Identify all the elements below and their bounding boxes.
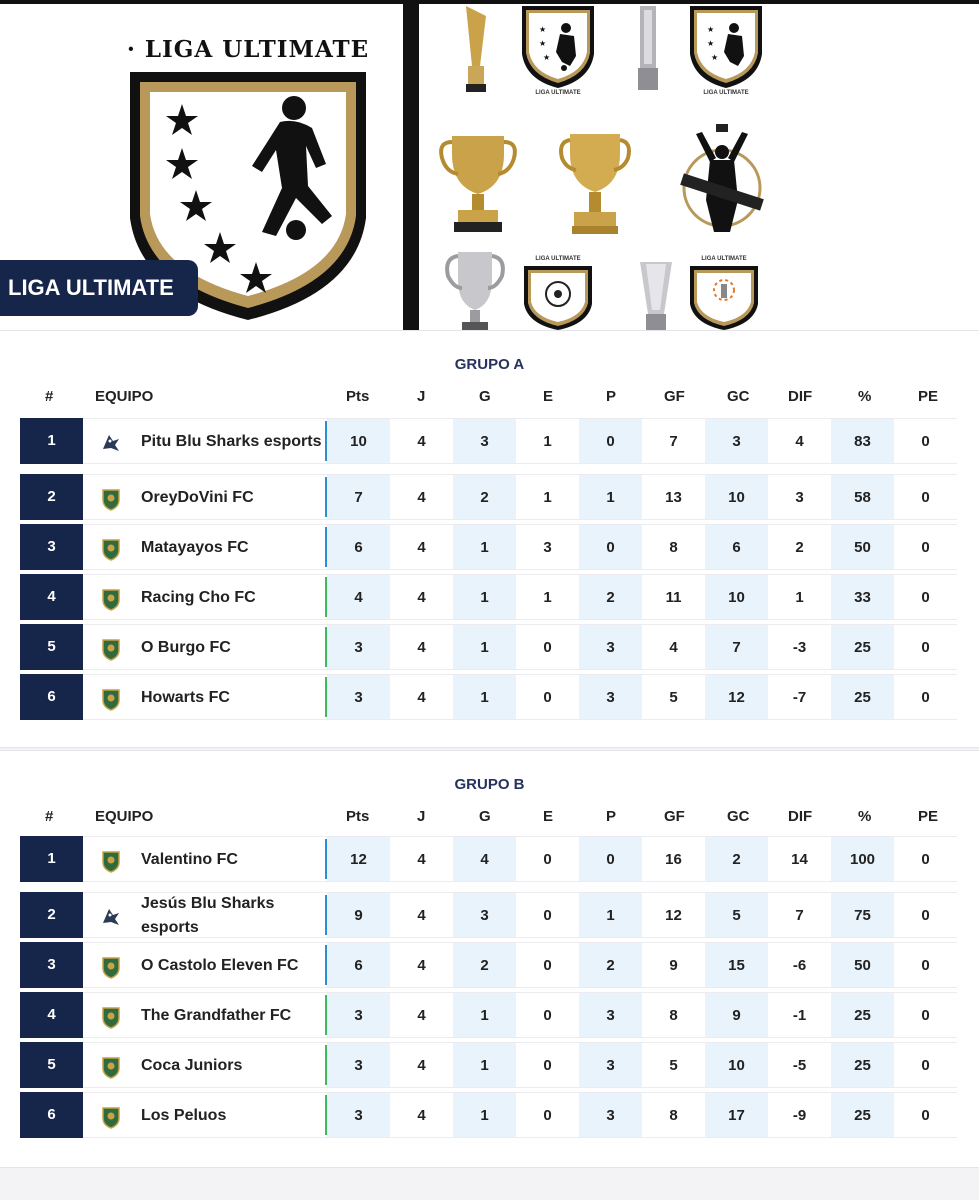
cell-j: 4 xyxy=(390,524,453,570)
cell-gc: 10 xyxy=(705,1042,768,1088)
cell-g: 2 xyxy=(453,942,516,988)
cell-e: 0 xyxy=(516,624,579,670)
position-cell: 5 xyxy=(20,624,83,670)
cell-pe: 0 xyxy=(894,1042,957,1088)
cell-pct: 100 xyxy=(831,836,894,882)
cell-p: 2 xyxy=(579,574,642,620)
cell-g: 1 xyxy=(453,1042,516,1088)
cell-gc: 12 xyxy=(705,674,768,720)
cell-p: 0 xyxy=(579,418,642,464)
col-pe: PE xyxy=(918,808,939,825)
crest-icon xyxy=(99,1005,123,1029)
crest-icon xyxy=(99,849,123,873)
cell-pct: 83 xyxy=(831,418,894,464)
cell-e: 0 xyxy=(516,1042,579,1088)
svg-text:★: ★ xyxy=(543,53,551,62)
cell-gf: 5 xyxy=(642,674,705,720)
group-title: GRUPO A xyxy=(454,356,525,373)
col-j: J xyxy=(417,388,426,405)
crest-icon xyxy=(99,537,123,561)
cell-p: 2 xyxy=(579,942,642,988)
cell-g: 1 xyxy=(453,674,516,720)
group-title: GRUPO B xyxy=(454,776,525,793)
table-header xyxy=(0,388,979,408)
col-pct: % xyxy=(858,808,872,825)
cell-dif: 14 xyxy=(768,836,831,882)
table-row[interactable] xyxy=(20,1042,959,1088)
cell-gc: 10 xyxy=(705,574,768,620)
cell-pct: 25 xyxy=(831,624,894,670)
cell-pe: 0 xyxy=(894,574,957,620)
europa-shield xyxy=(688,256,760,332)
cell-dif: 1 xyxy=(768,574,831,620)
position-cell: 1 xyxy=(20,836,83,882)
cell-pe: 0 xyxy=(894,992,957,1038)
team-name[interactable]: Valentino FC xyxy=(141,851,238,868)
cell-pts: 6 xyxy=(327,524,390,570)
cell-e: 0 xyxy=(516,892,579,938)
cell-dif: -3 xyxy=(768,624,831,670)
table-row[interactable] xyxy=(20,1092,959,1138)
col-team: EQUIPO xyxy=(95,808,154,825)
table-row[interactable] xyxy=(20,624,959,670)
cell-e: 0 xyxy=(516,942,579,988)
team-cell[interactable] xyxy=(83,1042,327,1088)
team-cell[interactable] xyxy=(83,418,327,464)
shark-icon xyxy=(99,905,123,929)
cell-pct: 25 xyxy=(831,1042,894,1088)
table-row[interactable] xyxy=(20,674,959,720)
cell-j: 4 xyxy=(390,836,453,882)
cell-j: 4 xyxy=(390,892,453,938)
position-cell: 6 xyxy=(20,674,83,720)
col-gf: GF xyxy=(664,388,685,405)
col-gc: GC xyxy=(727,808,750,825)
cell-e: 0 xyxy=(516,1092,579,1138)
cell-pct: 25 xyxy=(831,674,894,720)
col-pe: PE xyxy=(918,388,939,405)
cell-p: 1 xyxy=(579,892,642,938)
cell-dif: -6 xyxy=(768,942,831,988)
group-a-card xyxy=(0,330,979,748)
crest-icon xyxy=(99,687,123,711)
team-cell[interactable] xyxy=(83,1092,327,1138)
cell-gc: 10 xyxy=(705,474,768,520)
trophy-caption: LIGA ULTIMATE xyxy=(535,256,581,262)
cell-pct: 25 xyxy=(831,992,894,1038)
cell-e: 1 xyxy=(516,574,579,620)
svg-text:★: ★ xyxy=(711,53,719,62)
col-g: G xyxy=(479,388,491,405)
cell-dif: 2 xyxy=(768,524,831,570)
team-name[interactable]: Pitu Blu Sharks esports xyxy=(141,433,322,450)
cell-pts: 12 xyxy=(327,836,390,882)
cell-pts: 3 xyxy=(327,992,390,1038)
col-position: # xyxy=(45,388,54,405)
league-shield-small-2 xyxy=(688,4,764,100)
position-cell: 3 xyxy=(20,942,83,988)
cell-gf: 12 xyxy=(642,892,705,938)
col-e: E xyxy=(543,808,554,825)
cell-pts: 7 xyxy=(327,474,390,520)
gold-cup-trophy-icon xyxy=(558,130,632,236)
champions-shield xyxy=(522,256,594,332)
cell-j: 4 xyxy=(390,624,453,670)
col-gf: GF xyxy=(664,808,685,825)
cell-pts: 3 xyxy=(327,1042,390,1088)
team-name[interactable]: Los Peluos xyxy=(141,1107,227,1124)
cell-pe: 0 xyxy=(894,624,957,670)
league-banner xyxy=(0,0,979,330)
cell-dif: 7 xyxy=(768,892,831,938)
trophy-caption: LIGA ULTIMATE xyxy=(701,256,747,262)
position-cell: 2 xyxy=(20,474,83,520)
cell-p: 0 xyxy=(579,836,642,882)
cell-gf: 13 xyxy=(642,474,705,520)
svg-text:★: ★ xyxy=(539,39,547,48)
cell-g: 1 xyxy=(453,524,516,570)
table-row[interactable] xyxy=(20,474,959,520)
team-cell[interactable] xyxy=(83,524,327,570)
col-pct: % xyxy=(858,388,872,405)
svg-text:★: ★ xyxy=(707,25,715,34)
col-dif: DIF xyxy=(788,388,813,405)
cell-dif: 3 xyxy=(768,474,831,520)
cell-pts: 6 xyxy=(327,942,390,988)
cell-dif: -5 xyxy=(768,1042,831,1088)
cell-pe: 0 xyxy=(894,418,957,464)
cell-g: 4 xyxy=(453,836,516,882)
silver-trophy-icon xyxy=(634,6,662,92)
col-gc: GC xyxy=(727,388,750,405)
team-cell[interactable] xyxy=(83,574,327,620)
cell-g: 3 xyxy=(453,418,516,464)
crest-icon xyxy=(99,587,123,611)
cell-gc: 3 xyxy=(705,418,768,464)
europa-shield-icon xyxy=(688,264,760,332)
table-row[interactable] xyxy=(20,892,959,938)
cell-pts: 10 xyxy=(327,418,390,464)
position-cell: 1 xyxy=(20,418,83,464)
cell-pct: 58 xyxy=(831,474,894,520)
position-cell: 4 xyxy=(20,992,83,1038)
cell-gc: 5 xyxy=(705,892,768,938)
shark-icon xyxy=(99,431,123,455)
player-award-icon xyxy=(676,122,768,238)
cell-pct: 75 xyxy=(831,892,894,938)
cell-gf: 4 xyxy=(642,624,705,670)
team-cell[interactable] xyxy=(83,892,327,938)
cell-g: 1 xyxy=(453,1092,516,1138)
cell-p: 1 xyxy=(579,474,642,520)
cell-gc: 7 xyxy=(705,624,768,670)
crest-icon xyxy=(99,1055,123,1079)
trophies-collage xyxy=(430,4,790,330)
cell-pe: 0 xyxy=(894,942,957,988)
cell-gf: 8 xyxy=(642,1092,705,1138)
team-name[interactable]: OreyDoVini FC xyxy=(141,489,254,506)
cell-j: 4 xyxy=(390,1042,453,1088)
col-pts: Pts xyxy=(346,808,370,825)
col-p: P xyxy=(606,388,617,405)
team-cell[interactable] xyxy=(83,674,327,720)
cell-p: 3 xyxy=(579,1092,642,1138)
cell-g: 3 xyxy=(453,892,516,938)
cell-pe: 0 xyxy=(894,836,957,882)
cell-e: 0 xyxy=(516,674,579,720)
table-row[interactable] xyxy=(20,574,959,620)
cell-e: 0 xyxy=(516,836,579,882)
champions-ball-shield-icon xyxy=(522,264,594,332)
table-row[interactable] xyxy=(20,418,959,464)
table-row[interactable] xyxy=(20,836,959,882)
crest-icon xyxy=(99,487,123,511)
cell-gf: 5 xyxy=(642,1042,705,1088)
cell-pe: 0 xyxy=(894,674,957,720)
table-row[interactable] xyxy=(20,524,959,570)
cell-j: 4 xyxy=(390,1092,453,1138)
cell-dif: -9 xyxy=(768,1092,831,1138)
cell-pct: 33 xyxy=(831,574,894,620)
cell-pe: 0 xyxy=(894,1092,957,1138)
position-cell: 3 xyxy=(20,524,83,570)
group-b-card xyxy=(0,750,979,1168)
cell-gf: 11 xyxy=(642,574,705,620)
cell-dif: -1 xyxy=(768,992,831,1038)
cell-pts: 9 xyxy=(327,892,390,938)
col-g: G xyxy=(479,808,491,825)
league-name-pill[interactable]: LIGA ULTIMATE xyxy=(0,260,198,316)
cell-dif: 4 xyxy=(768,418,831,464)
cell-gc: 15 xyxy=(705,942,768,988)
trophy-caption: LIGA ULTIMATE xyxy=(703,90,749,96)
cell-gf: 16 xyxy=(642,836,705,882)
table-row[interactable] xyxy=(20,992,959,1038)
cell-gf: 7 xyxy=(642,418,705,464)
col-position: # xyxy=(45,808,54,825)
cell-pe: 0 xyxy=(894,524,957,570)
team-name[interactable]: Coca Juniors xyxy=(141,1057,243,1074)
logo-title: · LIGA ULTIMATE xyxy=(126,36,370,63)
gold-star-trophy-icon xyxy=(462,6,490,94)
team-name[interactable]: O Castolo Eleven FC xyxy=(141,957,299,974)
cell-j: 4 xyxy=(390,474,453,520)
team-cell[interactable] xyxy=(83,474,327,520)
cell-p: 3 xyxy=(579,674,642,720)
col-e: E xyxy=(543,388,554,405)
cell-pct: 50 xyxy=(831,942,894,988)
league-shield-small-1 xyxy=(520,4,596,100)
trophy-caption: LIGA ULTIMATE xyxy=(535,90,581,96)
cell-g: 2 xyxy=(453,474,516,520)
table-row[interactable] xyxy=(20,942,959,988)
team-name[interactable]: The Grandfather FC xyxy=(141,1007,292,1024)
cell-gc: 17 xyxy=(705,1092,768,1138)
svg-text:★: ★ xyxy=(707,39,715,48)
team-name[interactable]: Matayayos FC xyxy=(141,539,249,556)
team-name[interactable]: Racing Cho FC xyxy=(141,589,256,606)
team-cell[interactable] xyxy=(83,992,327,1038)
col-j: J xyxy=(417,808,426,825)
team-name[interactable]: O Burgo FC xyxy=(141,639,231,656)
cell-p: 3 xyxy=(579,1042,642,1088)
cell-pts: 3 xyxy=(327,674,390,720)
col-dif: DIF xyxy=(788,808,813,825)
banner-divider xyxy=(403,0,419,330)
cell-pct: 50 xyxy=(831,524,894,570)
small-shield-icon xyxy=(520,4,596,90)
cell-e: 1 xyxy=(516,474,579,520)
position-cell: 5 xyxy=(20,1042,83,1088)
team-name[interactable]: Howarts FC xyxy=(141,689,230,706)
cell-gf: 9 xyxy=(642,942,705,988)
cell-j: 4 xyxy=(390,418,453,464)
cell-pts: 3 xyxy=(327,1092,390,1138)
col-team: EQUIPO xyxy=(95,388,154,405)
position-cell: 4 xyxy=(20,574,83,620)
cell-j: 4 xyxy=(390,992,453,1038)
silver-cup-trophy-icon xyxy=(444,250,506,330)
team-cell[interactable] xyxy=(83,624,327,670)
silver-europa-trophy-icon xyxy=(636,260,676,332)
cell-p: 3 xyxy=(579,624,642,670)
team-cell[interactable] xyxy=(83,836,327,882)
svg-text:★: ★ xyxy=(539,25,547,34)
cell-e: 3 xyxy=(516,524,579,570)
cell-j: 4 xyxy=(390,674,453,720)
cell-gc: 9 xyxy=(705,992,768,1038)
cell-pe: 0 xyxy=(894,474,957,520)
position-cell: 6 xyxy=(20,1092,83,1138)
gold-cup-trophy-icon xyxy=(438,132,518,234)
cell-p: 0 xyxy=(579,524,642,570)
cell-p: 3 xyxy=(579,992,642,1038)
cell-gc: 2 xyxy=(705,836,768,882)
crest-icon xyxy=(99,955,123,979)
team-name[interactable]: Jesús Blu Sharks esports xyxy=(141,895,275,936)
crest-icon xyxy=(99,637,123,661)
cell-pts: 3 xyxy=(327,624,390,670)
cell-e: 0 xyxy=(516,992,579,1038)
cell-g: 1 xyxy=(453,624,516,670)
cell-gc: 6 xyxy=(705,524,768,570)
col-p: P xyxy=(606,808,617,825)
cell-gf: 8 xyxy=(642,524,705,570)
col-pts: Pts xyxy=(346,388,370,405)
cell-j: 4 xyxy=(390,942,453,988)
cell-dif: -7 xyxy=(768,674,831,720)
small-shield-icon xyxy=(688,4,764,90)
cell-g: 1 xyxy=(453,992,516,1038)
cell-pts: 4 xyxy=(327,574,390,620)
cell-pe: 0 xyxy=(894,892,957,938)
table-header xyxy=(0,808,979,828)
crest-icon xyxy=(99,1105,123,1129)
cell-gf: 8 xyxy=(642,992,705,1038)
cell-j: 4 xyxy=(390,574,453,620)
cell-g: 1 xyxy=(453,574,516,620)
position-cell: 2 xyxy=(20,892,83,938)
cell-e: 1 xyxy=(516,418,579,464)
team-cell[interactable] xyxy=(83,942,327,988)
cell-pct: 25 xyxy=(831,1092,894,1138)
